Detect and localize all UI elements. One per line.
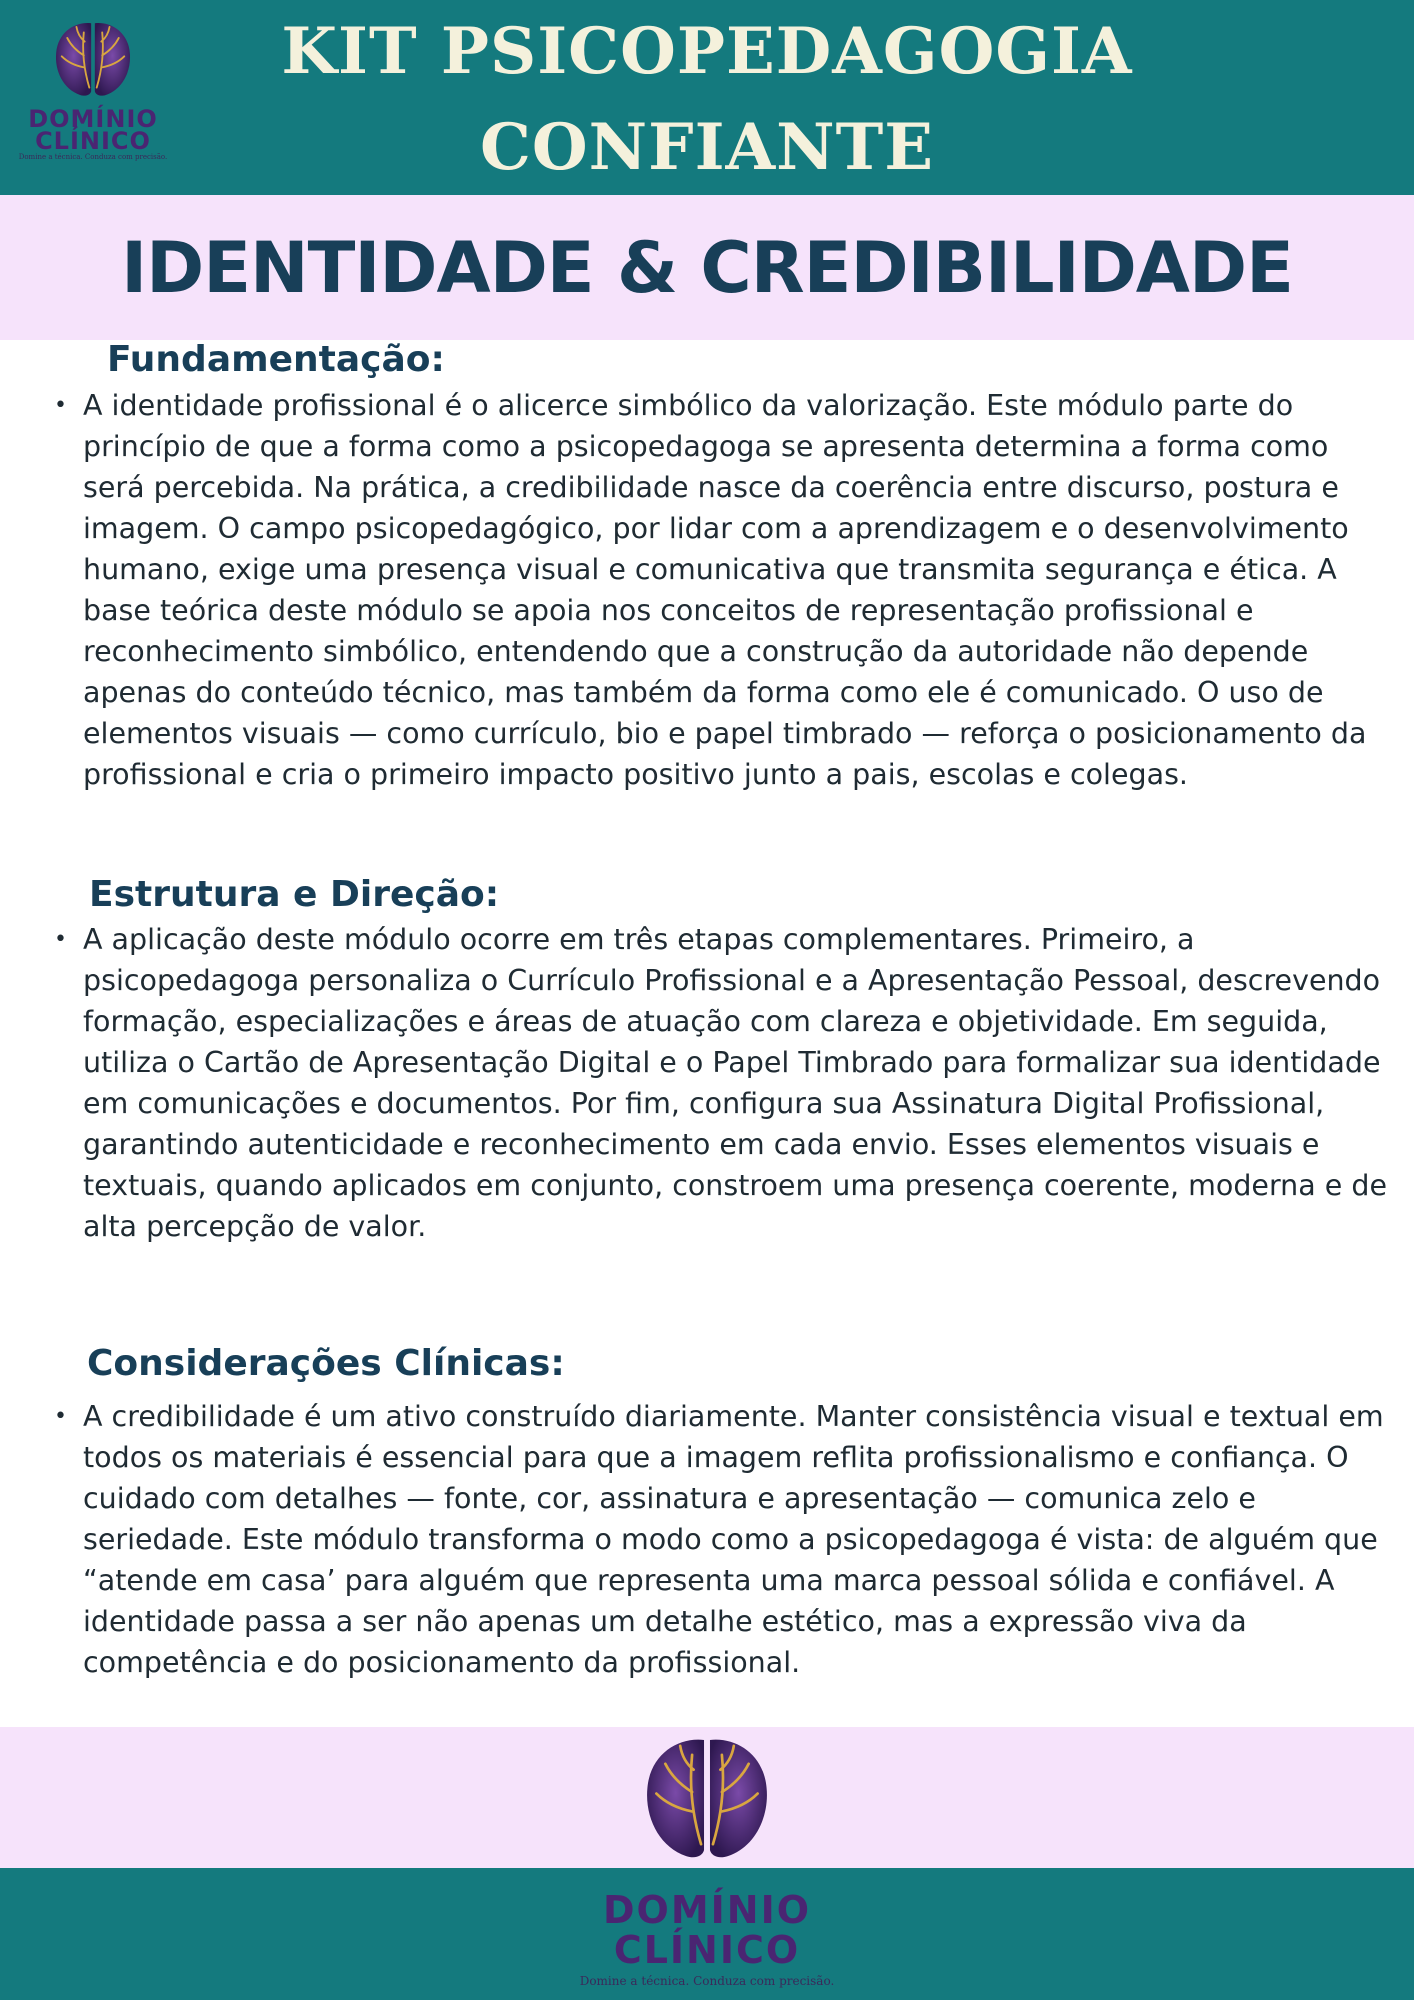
footer-logo-text <box>0 1890 1414 1970</box>
brand-logo <box>14 14 172 174</box>
paragraph-text: A identidade profissional é o alicerce simbólico da valorização. Este módulo parte do princípio de que a forma como a psicopedagoga se apresenta determina a forma como será percebida. Na prática, a credibilidade nasce da coerência entre discurso, postura e imagem. O campo psicopedagógico, por lidar com a aprendizagem e o desenvolvimento humano, exige uma presença visual e comunicativa que transmita segurança e ética. A base teórica deste módulo se apoia nos conceitos de representação profissional e reconhecimento simbólico, entendendo que a construção da autoridade não depende apenas do conteúdo técnico, mas também da forma como ele é comunicado. O uso de elementos visuais — como currículo, bio e papel timbrado — reforça o posicionamento da profissional e cria o primeiro impacto positivo junto a pais, escolas e colegas. <box>83 389 1367 791</box>
module-title: IDENTIDADE & CREDIBILIDADE <box>121 227 1293 309</box>
brain-icon <box>47 14 139 106</box>
section-heading-consideracoes: Considerações Clínicas: <box>87 1343 565 1384</box>
header <box>0 0 1414 195</box>
footer-logo-line1: DOMÍNIO <box>602 1888 812 1932</box>
footer-logo-line2: CLÍNICO <box>613 1928 801 1972</box>
module-title-band <box>0 195 1414 340</box>
paragraph-text: A credibilidade é um ativo construído diariamente. Manter consistência visual e textual em todos os materiais é essencial para que a imagem reflita profissionalismo e confiança. O cuidado com detalhes — fonte, cor, assinatura e apresentação — comunica zelo e seriedade. Este módulo transforma o modo como a psicopedagoga é vista: de alguém que “atende em casa’ para alguém que representa uma marca pessoal sólida e confiável. A identidade passa a ser não apenas um detalhe estético, mas a expressão viva da competência e do posicionamento da profissional. <box>83 1400 1384 1679</box>
section-list-consideracoes <box>52 1396 1392 1683</box>
list-item <box>52 385 1392 795</box>
logo-text <box>14 105 172 155</box>
logo-tagline: Domine a técnica. Conduza com precisão. <box>18 153 168 161</box>
kit-title <box>250 4 1164 196</box>
logo-line2: CLÍNICO <box>35 127 151 155</box>
logo-line1: DOMÍNIO <box>28 105 158 133</box>
footer-logo <box>0 1890 1414 1988</box>
bullet-marker: • <box>54 1404 67 1429</box>
footer <box>0 1868 1414 2000</box>
list-item <box>52 919 1392 1247</box>
footer-logo-tagline: Domine a técnica. Conduza com precisão. <box>579 1974 835 1988</box>
list-item <box>52 1396 1392 1683</box>
section-list-estrutura <box>52 919 1392 1247</box>
section-heading-fundamentacao: Fundamentação: <box>107 339 445 380</box>
brain-icon <box>632 1734 782 1868</box>
kit-title-line1: KIT PSICOPEDAGOGIA <box>281 14 1133 89</box>
kit-title-line2: CONFIANTE <box>479 110 935 185</box>
section-list-fundamentacao <box>52 385 1392 795</box>
bullet-marker: • <box>54 927 67 952</box>
paragraph-text: A aplicação deste módulo ocorre em três etapas complementares. Primeiro, a psicopedagoga personaliza o Currículo Profissional e a Apresentação Pessoal, descrevendo formação, especializações e áreas de atuação com clareza e objetividade. Em seguida, utiliza o Cartão de Apresentação Digital e o Papel Timbrado para formalizar sua identidade em comunicações e documentos. Por fim, configura sua Assinatura Digital Profissional, garantindo autenticidade e reconhecimento em cada envio. Esses elementos visuais e textuais, quando aplicados em conjunto, constroem uma presença coerente, moderna e de alta percepção de valor. <box>83 923 1387 1243</box>
bullet-marker: • <box>54 393 67 418</box>
section-heading-estrutura: Estrutura e Direção: <box>89 874 500 915</box>
